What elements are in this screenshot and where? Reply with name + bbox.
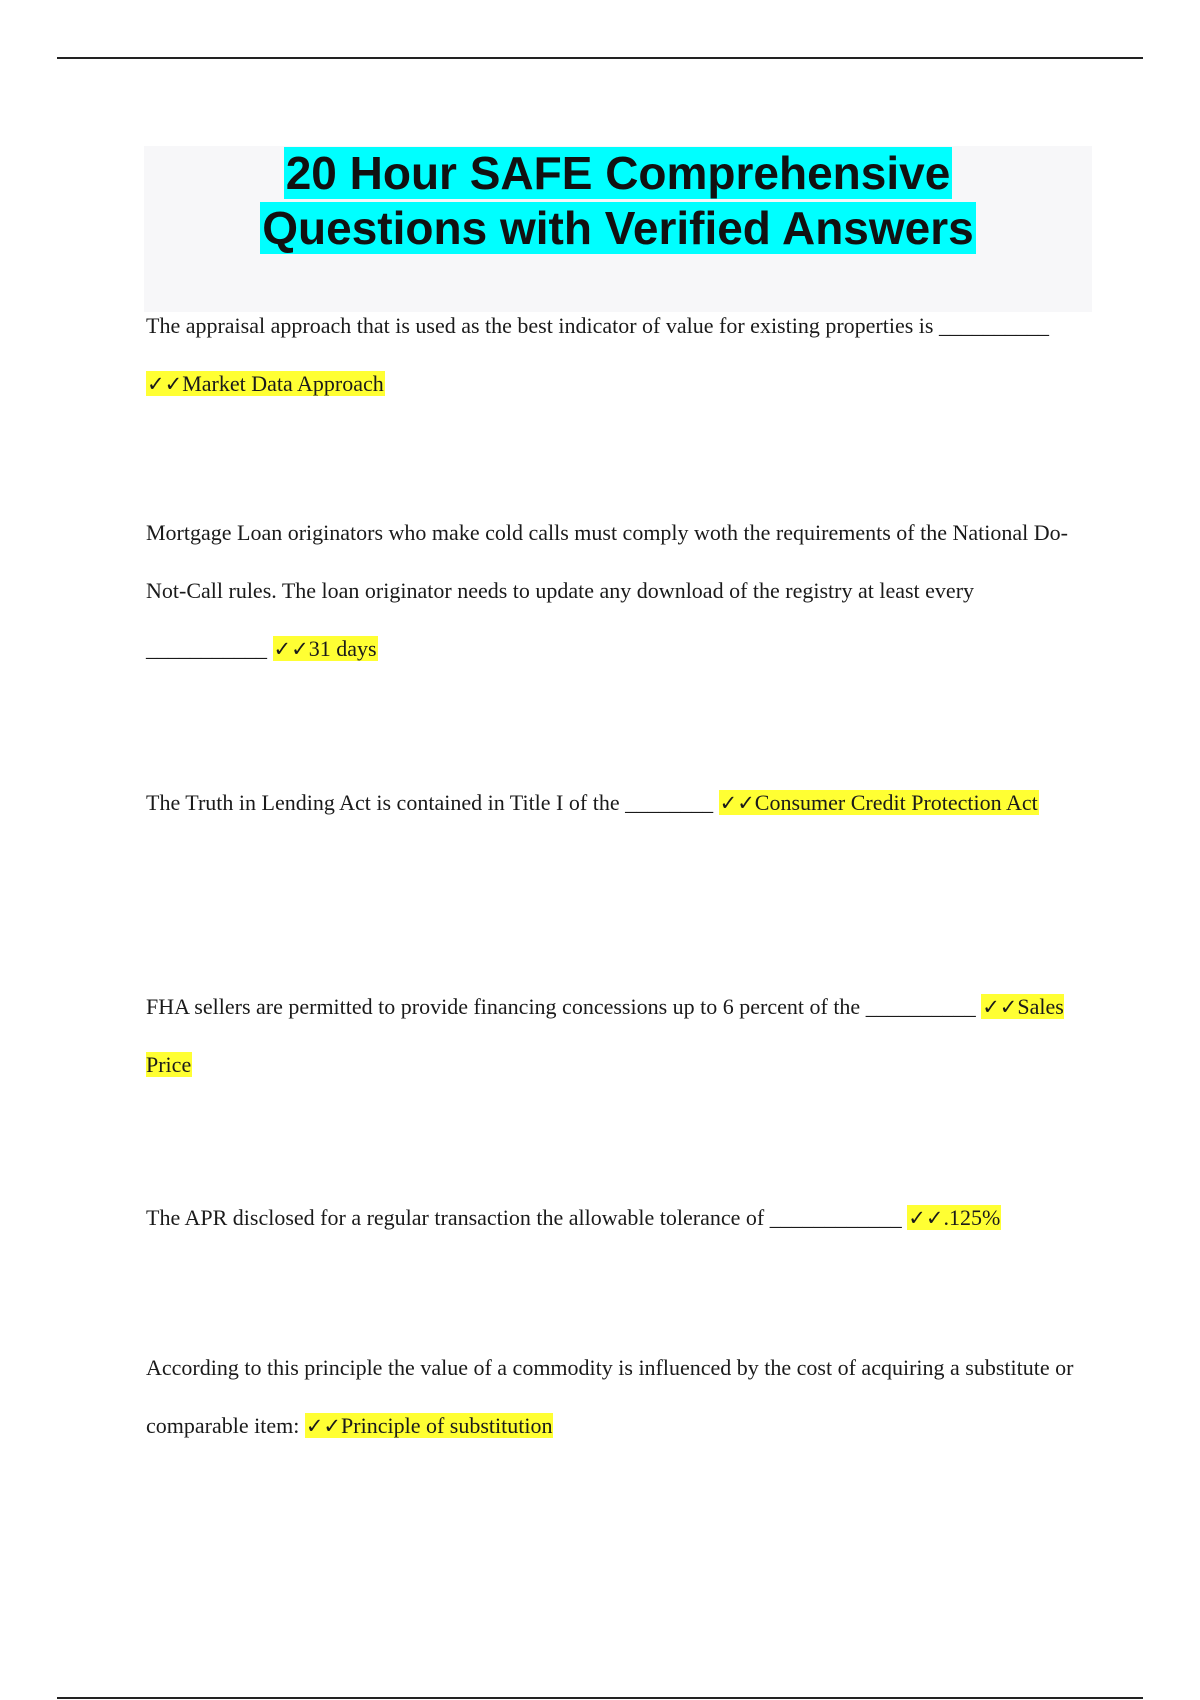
answer-3-text: Consumer Credit Protection Act	[754, 790, 1038, 815]
question-4: FHA sellers are permitted to provide financing concessions up to 6 percent of the __________	[146, 994, 976, 1019]
answer-1	[146, 371, 385, 396]
answer-3	[719, 790, 1039, 815]
double-check-icon: ✓✓	[719, 791, 755, 815]
qa-item-1	[146, 297, 1096, 413]
question-3: The Truth in Lending Act is contained in Title I of the ________	[146, 790, 714, 815]
title-line-2: Questions with Verified Answers	[262, 202, 974, 254]
qa-item-2	[146, 504, 1096, 678]
qa-item-5	[146, 1189, 1096, 1247]
answer-5	[907, 1205, 1001, 1230]
double-check-icon: ✓✓	[147, 372, 183, 396]
answer-2	[273, 636, 378, 661]
answer-1-text: Market Data Approach	[182, 371, 384, 396]
document-title	[144, 146, 1092, 256]
double-check-icon: ✓✓	[305, 1414, 342, 1438]
qa-item-6	[146, 1339, 1096, 1455]
qa-item-3	[146, 774, 1096, 832]
question-6: According to this principle the value of a commodity is influenced by the cost of acquiring a substitute or comparable item:	[146, 1355, 1074, 1438]
title-line-1: 20 Hour SAFE Comprehensive	[285, 147, 951, 199]
answer-5-text: .125%	[943, 1205, 1001, 1230]
answer-6	[305, 1413, 554, 1438]
double-check-icon: ✓✓	[273, 637, 309, 661]
qa-item-4	[146, 978, 1096, 1094]
answer-4-text: Sales Price	[146, 994, 1064, 1077]
answer-6-text: Principle of substitution	[341, 1413, 553, 1438]
answer-2-text: 31 days	[308, 636, 377, 661]
double-check-icon: ✓✓	[982, 995, 1018, 1019]
double-check-icon: ✓✓	[908, 1206, 944, 1230]
top-rule	[57, 57, 1143, 59]
question-1: The appraisal approach that is used as the best indicator of value for existing properties is __________	[146, 313, 1049, 338]
bottom-rule	[57, 1697, 1143, 1699]
question-5: The APR disclosed for a regular transaction the allowable tolerance of ____________	[146, 1205, 902, 1230]
question-2: Mortgage Loan originators who make cold calls must comply woth the requirements of the National Do-Not-Call rules. The loan originator needs to update any download of the registry at least every ___________	[146, 520, 1068, 661]
